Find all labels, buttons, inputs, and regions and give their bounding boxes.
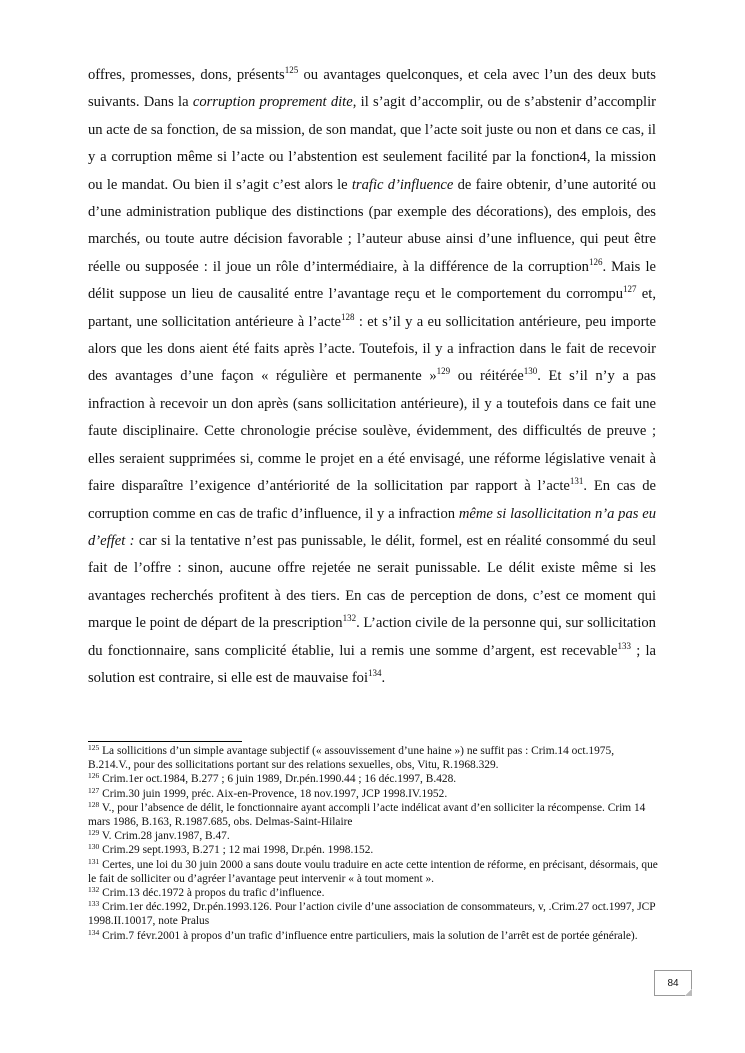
text-run: . En cas de corruption comme en cas de trafic d’influence, il y a infraction — [88, 478, 657, 522]
footnote-text: Crim.13 déc.1972 à propos du trafic d’influence. — [99, 887, 325, 900]
footnote-item — [88, 744, 658, 772]
footnote-text: Crim.29 sept.1993, B.271 ; 12 mai 1998, Dr.pén. 1998.152. — [99, 844, 374, 857]
footnote-ref: 125 — [284, 65, 299, 75]
footnote-number: 128 — [88, 799, 100, 809]
text-run: car si la tentative n’est pas punissable, le délit, formel, est en réalité consommé du seul fait de l’offre : sinon, aucune offre rejetée ne serait punissable. Le délit existe même si les avantages recherchés profitent à des tiers. En cas de perception de dons, c’est ce moment qui marque le point de départ de la prescription — [88, 532, 656, 632]
page-number: 84 — [654, 970, 692, 996]
footnote-separator — [88, 741, 242, 742]
footnote-ref: 127 — [623, 284, 637, 295]
text-run: . L’action civile de la personne qui, sur sollicitation du fonctionnaire, sans complicité établie, lui a remis une somme d’argent, est recevable — [88, 615, 656, 659]
text-run: . — [381, 669, 386, 686]
footnote-ref: 130 — [523, 366, 538, 377]
footnote-ref: 132 — [342, 613, 357, 624]
footnote-text: V., pour l’absence de délit, le fonctionnaire ayant accompli l’acte indélicat avant d’en solliciter la récompense. Crim 14 mars 1986, B.163, R.1987.685, obs. Delmas-Saint-Hilaire — [88, 801, 646, 829]
footnote-number: 133 — [88, 899, 100, 909]
footnote-text: Crim.7 févr.2001 à propos d’un trafic d’influence entre particuliers, mais la solution de l’arrêt est de portée générale). — [99, 929, 638, 942]
footnote-ref: 126 — [588, 256, 603, 267]
footnote-ref: 128 — [341, 311, 355, 322]
footnote-ref: 133 — [617, 640, 631, 651]
footnote-text: Crim.1er déc.1992, Dr.pén.1993.126. Pour l’action civile d’une association de consommateurs, v, .Crim.27 oct.1997, JCP 1998.II.10017, note Pralus — [88, 901, 656, 928]
footnote-text: Certes, une loi du 30 juin 2000 a sans doute voulu traduire en acte cette intention de réforme, en précisant, désormais, que le fait de solliciter ou d’agréer l’avantage peut intervenir « à tout moment ». — [88, 858, 658, 885]
footnote-ref: 131 — [569, 476, 584, 487]
footnote-text: Crim.30 juin 1999, préc. Aix-en-Provence, 18 nov.1997, JCP 1998.IV.1952. — [99, 787, 448, 800]
footnote-number: 132 — [88, 885, 100, 895]
footnote-number: 131 — [88, 856, 100, 866]
footnote-item — [88, 772, 658, 786]
footnotes — [88, 744, 658, 943]
footnote-item — [88, 858, 658, 886]
footnote-number: 125 — [88, 743, 100, 752]
footnote-item — [88, 787, 658, 801]
footnote-number: 127 — [88, 785, 100, 795]
footnote-item — [88, 929, 658, 943]
footnote-text: Crim.1er oct.1984, B.277 ; 6 juin 1989, Dr.pén.1990.44 ; 16 déc.1997, B.428. — [99, 773, 457, 786]
footnote-ref: 129 — [436, 366, 451, 377]
text-run: ; la solution est contraire, si elle est de mauvaise foi — [88, 642, 656, 686]
text-run: . Mais le délit suppose un lieu de causalité entre l’avantage reçu et le comportement du corrompu — [88, 258, 656, 303]
footnote-number: 130 — [88, 842, 100, 852]
text-run: ou avantages quelconques, et cela avec l’un des deux buts suivants. Dans la — [88, 67, 656, 111]
emphasis-text: corruption proprement dite — [192, 94, 353, 111]
text-run: et, partant, une sollicitation antérieure à l’acte — [88, 286, 656, 330]
footnote-item — [88, 900, 658, 928]
emphasis-text: trafic d’influence — [351, 176, 454, 193]
footnote-text: La sollicitions d’un simple avantage subjectif (« assouvissement d’une haine ») ne suffit pas : Crim.14 oct.1975, B.214.V., pour des sollicitations portant sur des relations sexuelles, obs, Vitu, R.1968.329. — [88, 745, 615, 772]
emphasis-text: même si lasollicitation n’a pas eu d’effet : — [88, 505, 656, 549]
footnote-text: V. Crim.28 janv.1987, B.47. — [99, 830, 230, 843]
footnote-item — [88, 801, 658, 829]
footnote-item — [88, 843, 658, 857]
text-run: ou réitérée — [450, 368, 524, 385]
footnote-ref: 134 — [368, 667, 382, 678]
text-run: offres, promesses, dons, présents — [88, 67, 285, 83]
footnote-item — [88, 829, 658, 843]
footnote-item — [88, 886, 658, 900]
text-run: , il s’agit d’accomplir, ou de s’abstenir d’accomplir un acte de sa fonction, de sa mission, de son mandat, que l’acte soit juste ou non et dans ce cas, il y a corruption même si l’acte ou l’abstention est seulement facilité par la fonction4, la mission ou le mandat. Ou bien il s’agit c’est alors le — [88, 94, 656, 193]
text-run: : et s’il y a eu sollicitation antérieure, peu importe alors que les dons aient été faits après l’acte. Toutefois, il y a infraction dans le fait de recevoir des avantages d’une façon « régulière et permanente » — [88, 313, 656, 385]
footnote-number: 126 — [88, 771, 100, 781]
text-run: . Et s’il n’y a pas infraction à recevoir un don après (sans sollicitation antérieure), il y a toutefois dans ce fait une faute disciplinaire. Cette chronologie précise soulève, évidemment, des difficultés de preuve ; elles seraient supprimées si, comme le projet en a été envisagé, une réforme législative venait à faire disparaître l’exigence d’antériorité de la sollicitation par rapport à l’acte — [88, 368, 656, 495]
text-run: de faire obtenir, d’une autorité ou d’une administration publique des distinctions (par exemple des décorations), des emplois, des marchés, ou toute autre décision favorable ; l’auteur abuse ainsi d’une influence, qui peut être réelle ou supposée : il joue un rôle d’intermédiaire, à la différence de la corruption — [88, 176, 656, 275]
body-paragraph — [88, 62, 656, 692]
footnote-number: 134 — [88, 927, 100, 937]
footnote-number: 129 — [88, 828, 100, 838]
